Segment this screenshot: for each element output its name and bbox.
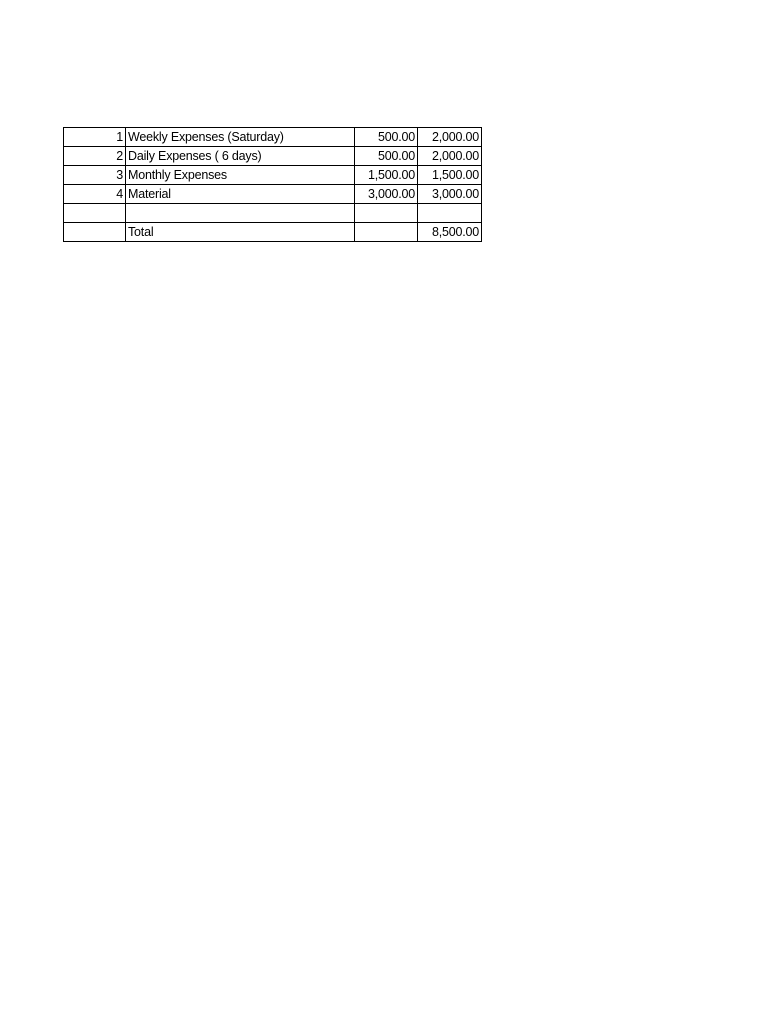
row-number-cell: 3	[64, 166, 126, 185]
amount-cell: 2,000.00	[418, 128, 482, 147]
total-blank-cell	[355, 223, 418, 242]
total-label: Total	[126, 223, 355, 242]
amount-cell: 3,000.00	[418, 185, 482, 204]
amount-cell	[418, 204, 482, 223]
row-number-cell: 4	[64, 185, 126, 204]
table-row	[64, 166, 482, 185]
row-number-cell: 2	[64, 147, 126, 166]
description-cell	[126, 204, 355, 223]
description-cell: Monthly Expenses	[126, 166, 355, 185]
total-row	[64, 223, 482, 242]
table-row	[64, 147, 482, 166]
amount-cell: 2,000.00	[418, 147, 482, 166]
rate-cell: 500.00	[355, 147, 418, 166]
description-cell: Material	[126, 185, 355, 204]
rate-cell: 500.00	[355, 128, 418, 147]
amount-cell: 1,500.00	[418, 166, 482, 185]
total-blank-cell	[64, 223, 126, 242]
description-cell: Weekly Expenses (Saturday)	[126, 128, 355, 147]
rate-cell: 1,500.00	[355, 166, 418, 185]
row-number-cell	[64, 204, 126, 223]
table-row	[64, 185, 482, 204]
rate-cell: 3,000.00	[355, 185, 418, 204]
description-cell: Daily Expenses ( 6 days)	[126, 147, 355, 166]
table-row-empty	[64, 204, 482, 223]
expense-table	[63, 127, 482, 242]
rate-cell	[355, 204, 418, 223]
table-row	[64, 128, 482, 147]
row-number-cell: 1	[64, 128, 126, 147]
total-amount: 8,500.00	[418, 223, 482, 242]
